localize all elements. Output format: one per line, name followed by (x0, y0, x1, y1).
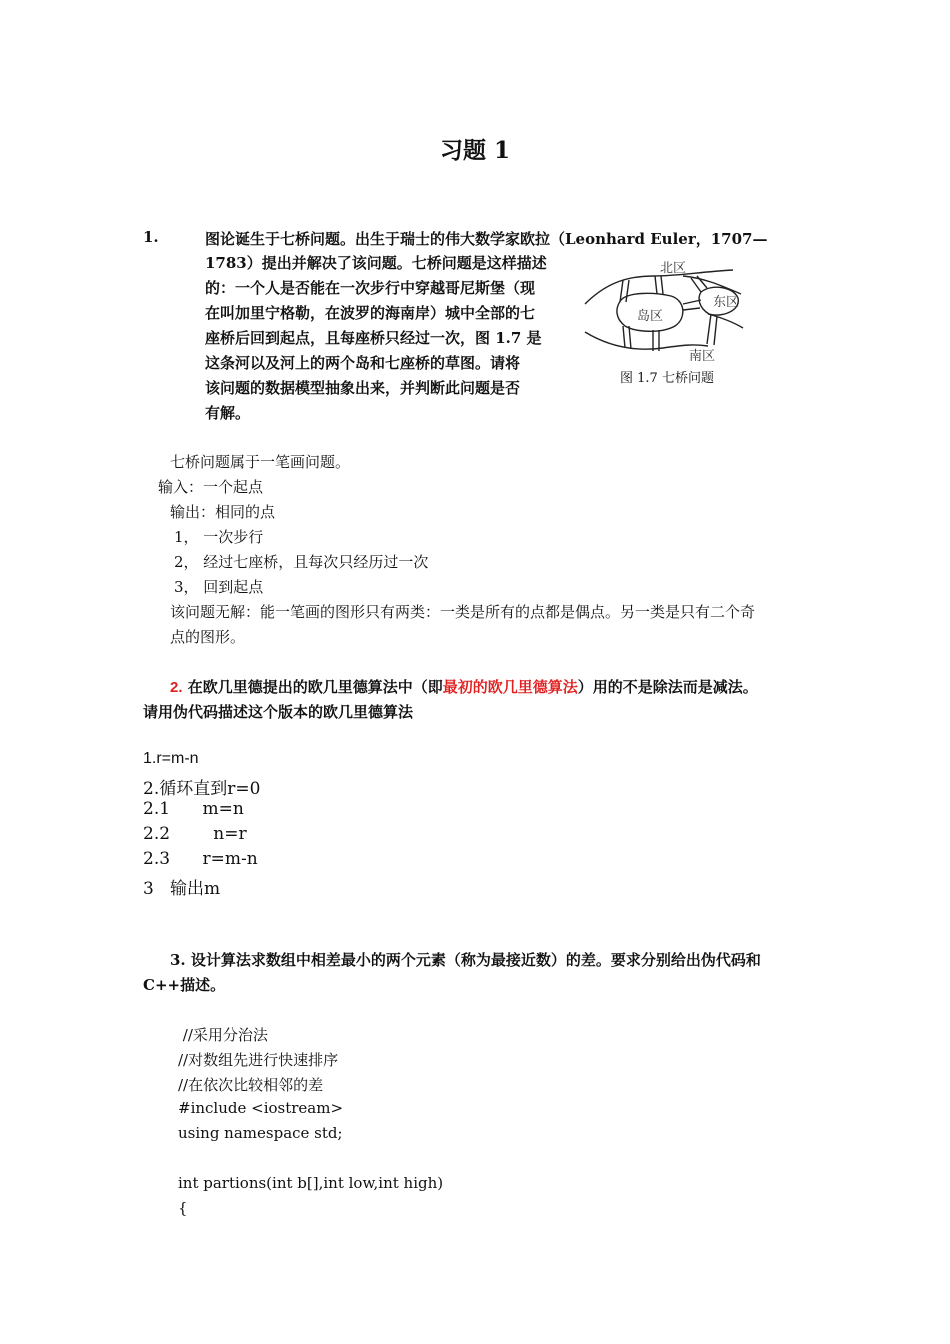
answer-1-line: 点的图形。 (170, 628, 246, 646)
question-1-line: 1783）提出并解决了该问题。七桥问题是这样描述 (205, 254, 547, 272)
code-line: using namespace std; (178, 1124, 343, 1142)
river-lower-bank (585, 332, 708, 349)
bridge (707, 314, 717, 345)
answer-2-line: 2.1 m=n (143, 799, 244, 819)
question-1-line: 这条河以及河上的两个岛和七座桥的草图。请将 (205, 354, 521, 372)
answer-1-line: 1， 一次步行 (174, 528, 264, 546)
question-2-line-2: 请用伪代码描述这个版本的欧几里德算法 (143, 703, 414, 721)
question-1-line: 座桥后回到起点，且每座桥只经过一次，图 1.7 是 (205, 329, 542, 347)
question-2-text-before: 在欧几里德提出的欧几里德算法中（即 (182, 678, 443, 696)
answer-2-line: 2.3 r=m-n (143, 849, 258, 869)
question-2-text-after: ）用的不是除法而是减法。 (577, 678, 758, 696)
bridge (655, 276, 663, 294)
code-line: #include <iostream> (178, 1099, 344, 1117)
answer-2-line: 2.2 n=r (143, 824, 247, 844)
answer-1-line: 2， 经过七座桥，且每次只经历过一次 (174, 553, 429, 571)
bridge (623, 326, 631, 349)
question-3-line-2: C++描述。 (143, 976, 226, 994)
answer-2-line: 2.循环直到r=0 (143, 779, 261, 799)
answer-1-line: 该问题无解：能一笔画的图形只有两类：一类是所有的点都是偶点。另一类是只有二个奇 (170, 603, 756, 621)
question-1-line: 的：一个人是否能在一次步行中穿越哥尼斯堡（现 (205, 279, 536, 297)
question-2-highlight: 最初的欧几里德算法 (442, 678, 578, 696)
code-line: //对数组先进行快速排序 (178, 1051, 339, 1069)
bridge (653, 330, 659, 351)
answer-1-line: 3， 回到起点 (174, 578, 264, 596)
question-1-line: 图论诞生于七桥问题。出生于瑞士的伟大数学家欧拉（Leonhard Euler，1707— (205, 230, 768, 248)
code-line: int partions(int b[],int low,int high) (178, 1174, 444, 1192)
figure-caption: 图 1.7 七桥问题 (620, 371, 714, 386)
page-title: 习题 1 (439, 137, 510, 164)
north-label: 北区 (660, 261, 687, 276)
question-1-line: 该问题的数据模型抽象出来，并判断此问题是否 (205, 379, 521, 397)
question-2-line-1 (170, 676, 758, 697)
question-3-line-1: 3. 设计算法求数组中相差最小的两个元素（称为最接近数）的差。要求分别给出伪代码和 (170, 951, 761, 969)
answer-1-line: 输入：一个起点 (158, 478, 264, 496)
answer-2-line: 3 输出m (143, 879, 221, 899)
east-label: 东区 (713, 295, 740, 310)
south-label: 南区 (689, 349, 716, 364)
code-line: //在依次比较相邻的差 (178, 1076, 324, 1094)
answer-1-line: 输出：相同的点 (170, 503, 276, 521)
code-line: //采用分治法 (178, 1026, 268, 1044)
question-1-line: 有解。 (205, 404, 251, 422)
seven-bridges-figure (583, 256, 753, 366)
bridge (683, 300, 701, 310)
river-east-lower (708, 314, 743, 328)
answer-1-line: 七桥问题属于一笔画问题。 (170, 453, 351, 471)
question-2-number: 2. (170, 679, 183, 696)
answer-2-line: 1.r=m-n (143, 750, 199, 767)
island-label: 岛区 (637, 309, 664, 324)
code-line: { (178, 1199, 188, 1217)
question-1-number: 1. (143, 228, 159, 246)
question-1-line: 在叫加里宁格勒，在波罗的海南岸）城中全部的七 (205, 304, 536, 322)
